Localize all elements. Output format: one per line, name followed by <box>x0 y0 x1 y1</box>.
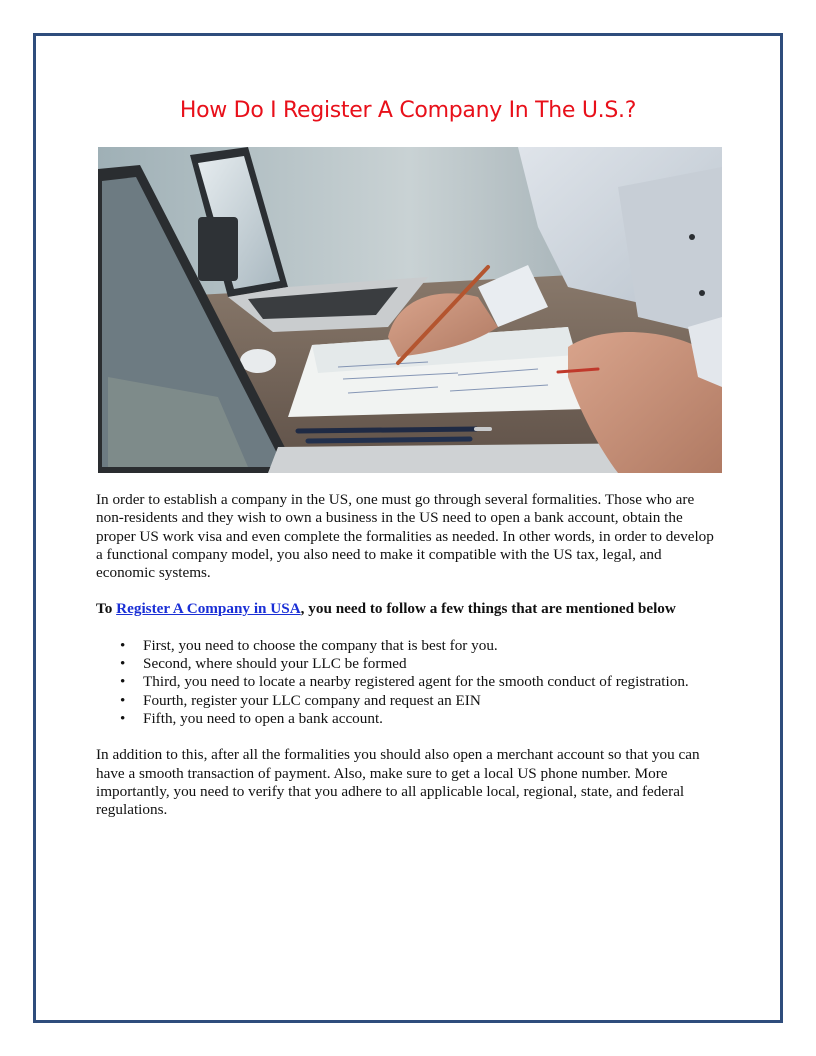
list-item-text: Fourth, register your LLC company and request an EIN <box>143 691 481 709</box>
closing-paragraph: In addition to this, after all the formalities you should also open a merchant account so that you can have a smooth transaction of payment. Also, make sure to get a local US phone number. More importantly, you need to verify that you adhere to all applicable local, regional, state, and federal regulations. <box>96 746 700 819</box>
bullet-icon: • <box>120 673 126 691</box>
page-title: How Do I Register A Company In The U.S.? <box>179 98 637 123</box>
bullet-icon: • <box>120 655 126 673</box>
register-company-link[interactable]: Register A Company in USA <box>116 600 301 618</box>
list-item <box>120 673 722 691</box>
bullet-icon: • <box>120 636 126 654</box>
steps-list <box>96 637 722 728</box>
list-item <box>120 709 722 728</box>
bullet-icon: • <box>120 691 126 709</box>
lead-sentence <box>96 600 722 618</box>
article-body <box>96 491 722 819</box>
lead-suffix: , you need to follow a few things that are mentioned below <box>300 600 676 618</box>
list-item <box>120 655 722 673</box>
list-item-text: Third, you need to locate a nearby registered agent for the smooth conduct of registration. <box>143 673 689 691</box>
header-photo <box>98 147 722 473</box>
list-item-text: Second, where should your LLC be formed <box>143 655 407 673</box>
list-item-text: Fifth, you need to open a bank account. <box>143 709 383 727</box>
list-item <box>120 691 722 710</box>
lead-prefix: To <box>96 600 117 618</box>
intro-paragraph: In order to establish a company in the US, one must go through several formalities. Those who are non-residents and they wish to own a business in the US need to open a bank account, obtain the proper US work visa and even complete the formalities as needed. In other words, in order to develop a functional company model, you also need to make it compatible with the US tax, legal, and economic systems. <box>96 491 714 582</box>
list-item <box>120 636 722 655</box>
bullet-icon: • <box>120 709 126 727</box>
list-item-text: First, you need to choose the company that is best for you. <box>143 636 498 654</box>
